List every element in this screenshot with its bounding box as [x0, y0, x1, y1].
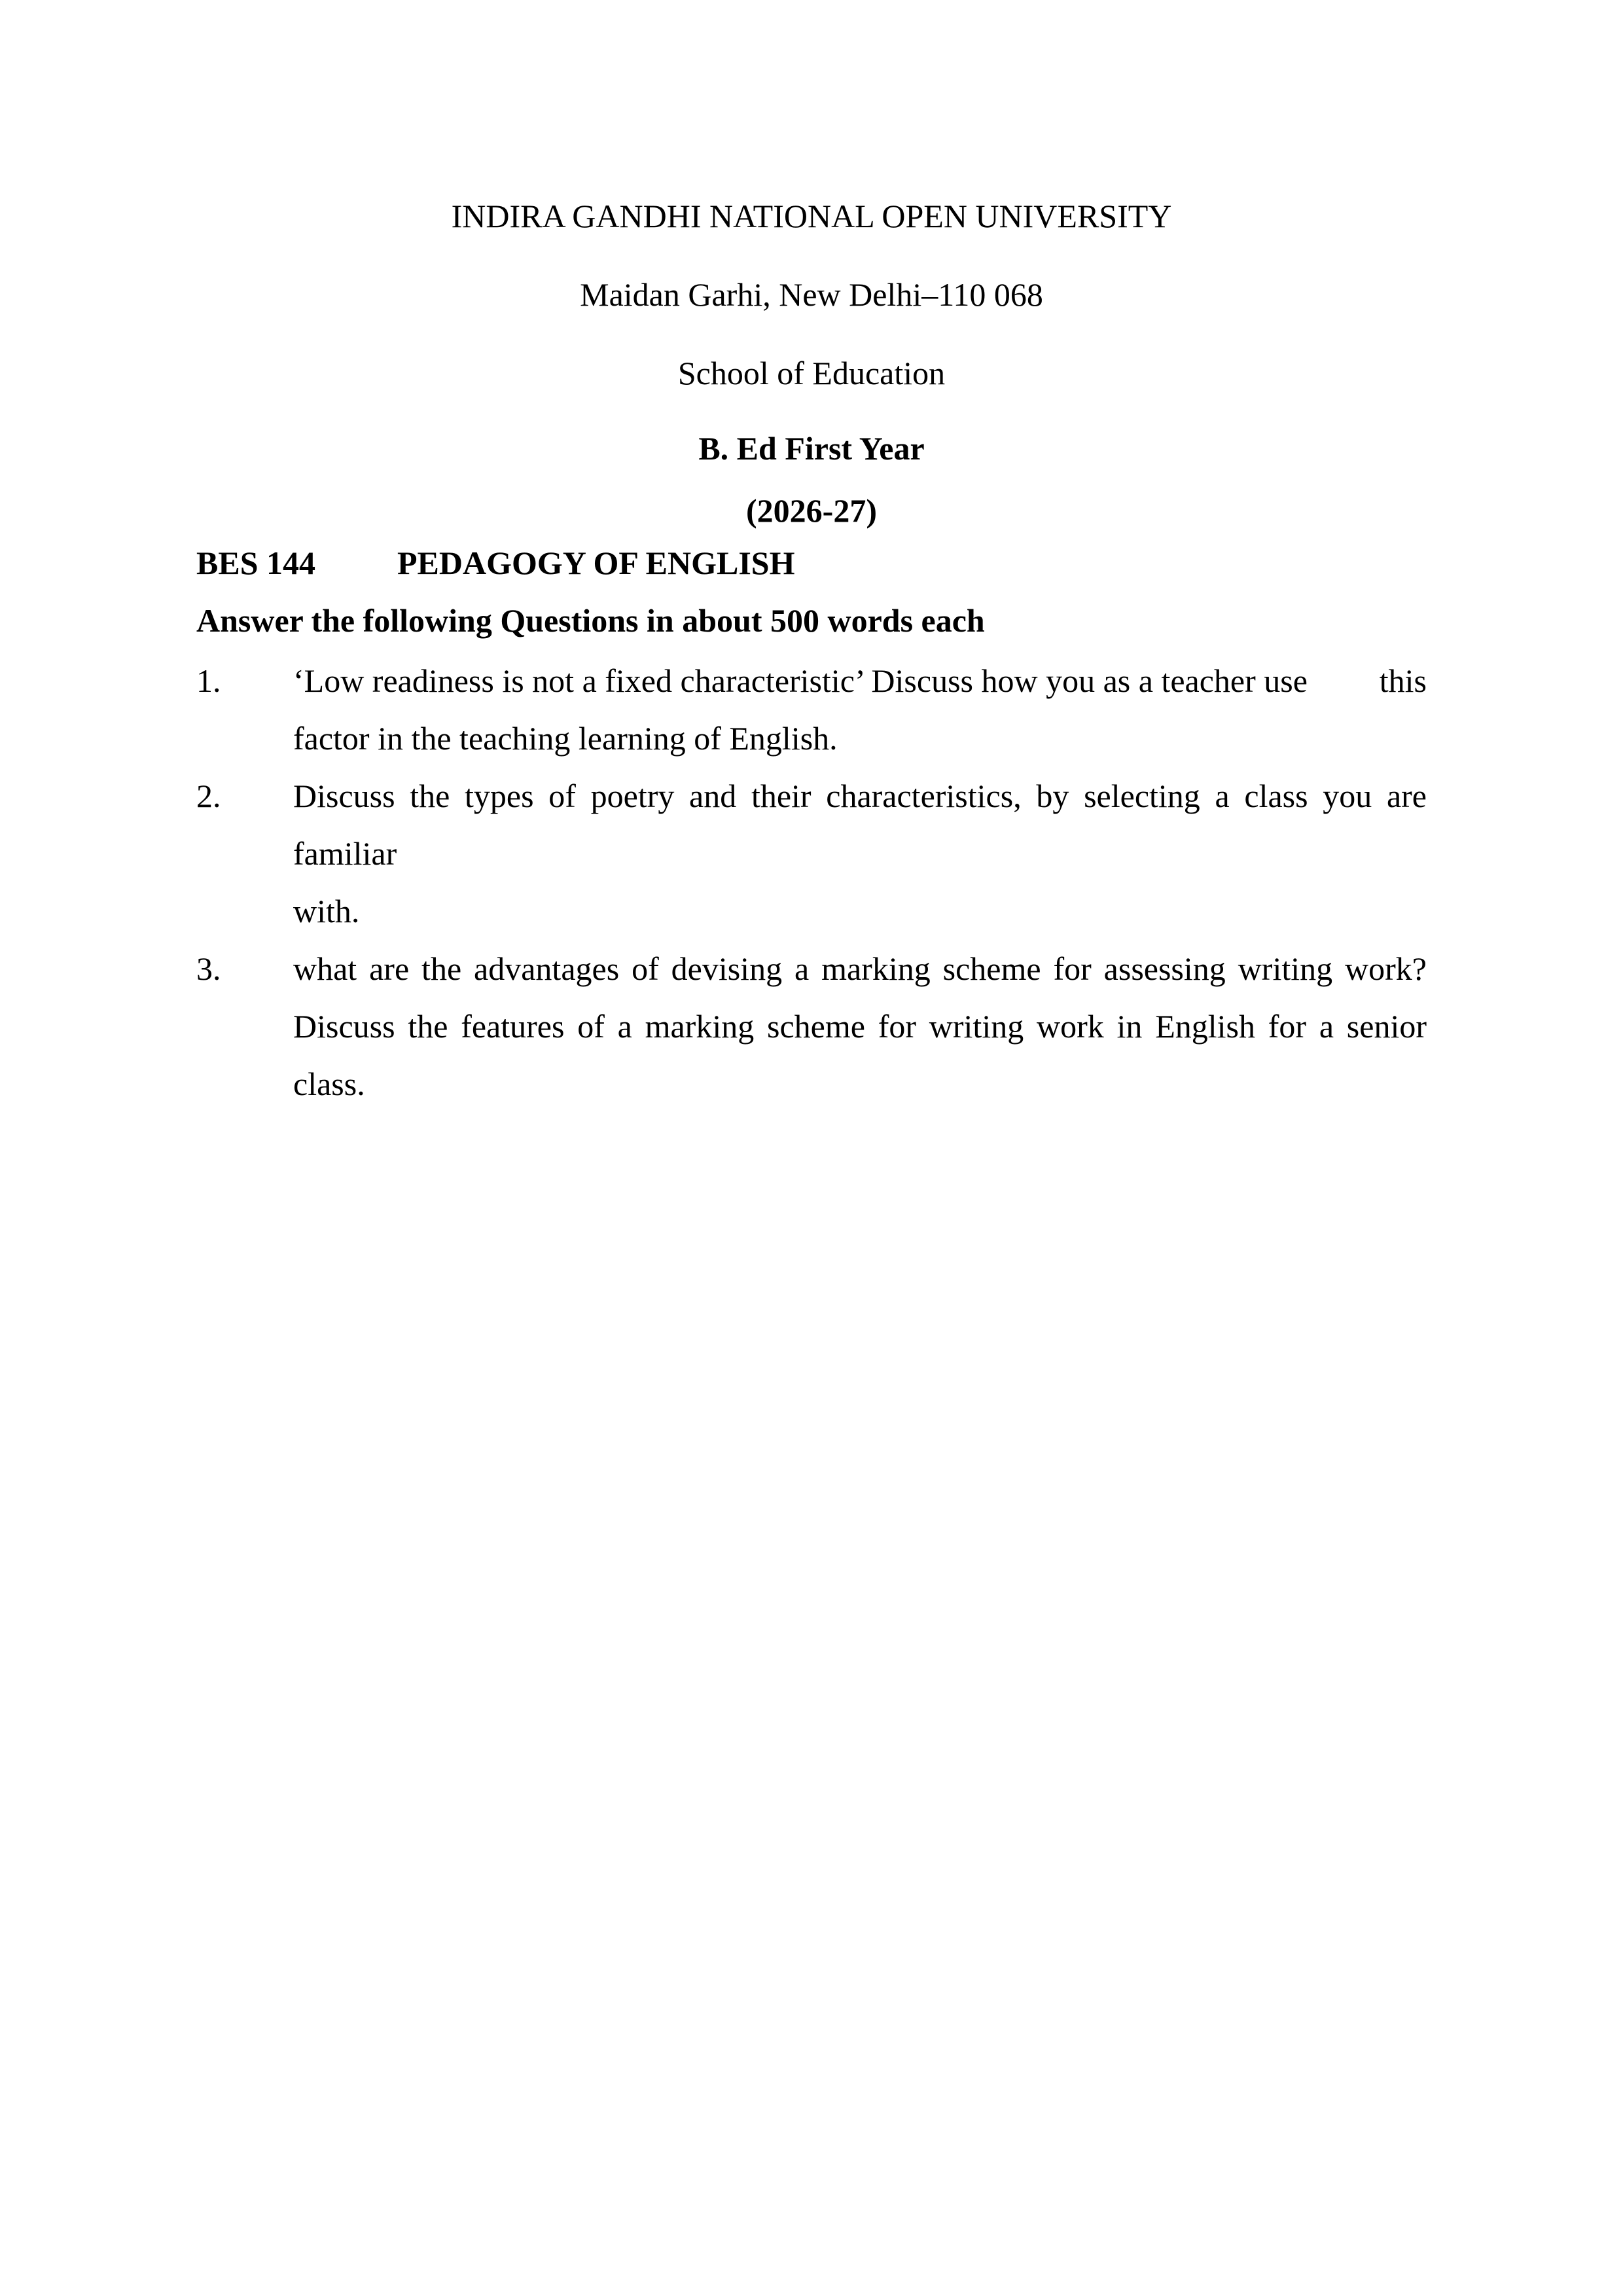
question-1-text [293, 652, 1427, 767]
course-title: PEDAGOGY OF ENGLISH [397, 545, 795, 581]
school-name: School of Education [677, 355, 946, 391]
question-3 [196, 940, 1427, 1113]
address-line: Maidan Garhi, New Delhi–110 068 [580, 276, 1043, 313]
question-2-number: 2. [196, 778, 221, 814]
question-3-text [293, 940, 1427, 1113]
program-name: B. Ed First Year [698, 430, 925, 467]
question-1-line-2: factor in the teaching learning of English. [293, 720, 838, 757]
question-2-line-1: Discuss the types of poetry and their characteristics, by selecting a class you are familiar [293, 778, 1427, 872]
question-2-line-2: with. [293, 893, 360, 929]
university-name: INDIRA GANDHI NATIONAL OPEN UNIVERSITY [451, 198, 1172, 234]
question-1-line-1-main: ‘Low readiness is not a fixed characteristic’ Discuss how you as a teacher use [293, 662, 1308, 699]
question-1-number: 1. [196, 662, 221, 699]
question-3-line-2: Discuss the features of a marking scheme for writing work in English for a senior class. [293, 1008, 1427, 1102]
instruction-text: Answer the following Questions in about 500 words each [196, 602, 985, 639]
question-3-line-1: what are the advantages of devising a marking scheme for assessing writing work? [293, 950, 1427, 987]
question-2 [196, 767, 1427, 940]
question-2-text [293, 767, 1427, 940]
session-year: (2026-27) [746, 492, 877, 529]
question-1-line-1 [293, 652, 1427, 709]
question-1-line-1-tail: this [1379, 662, 1427, 699]
question-3-number: 3. [196, 950, 221, 987]
course-line [196, 547, 1427, 579]
question-1 [196, 652, 1427, 767]
document-content [196, 0, 1427, 1113]
course-code: BES 144 [196, 545, 316, 581]
